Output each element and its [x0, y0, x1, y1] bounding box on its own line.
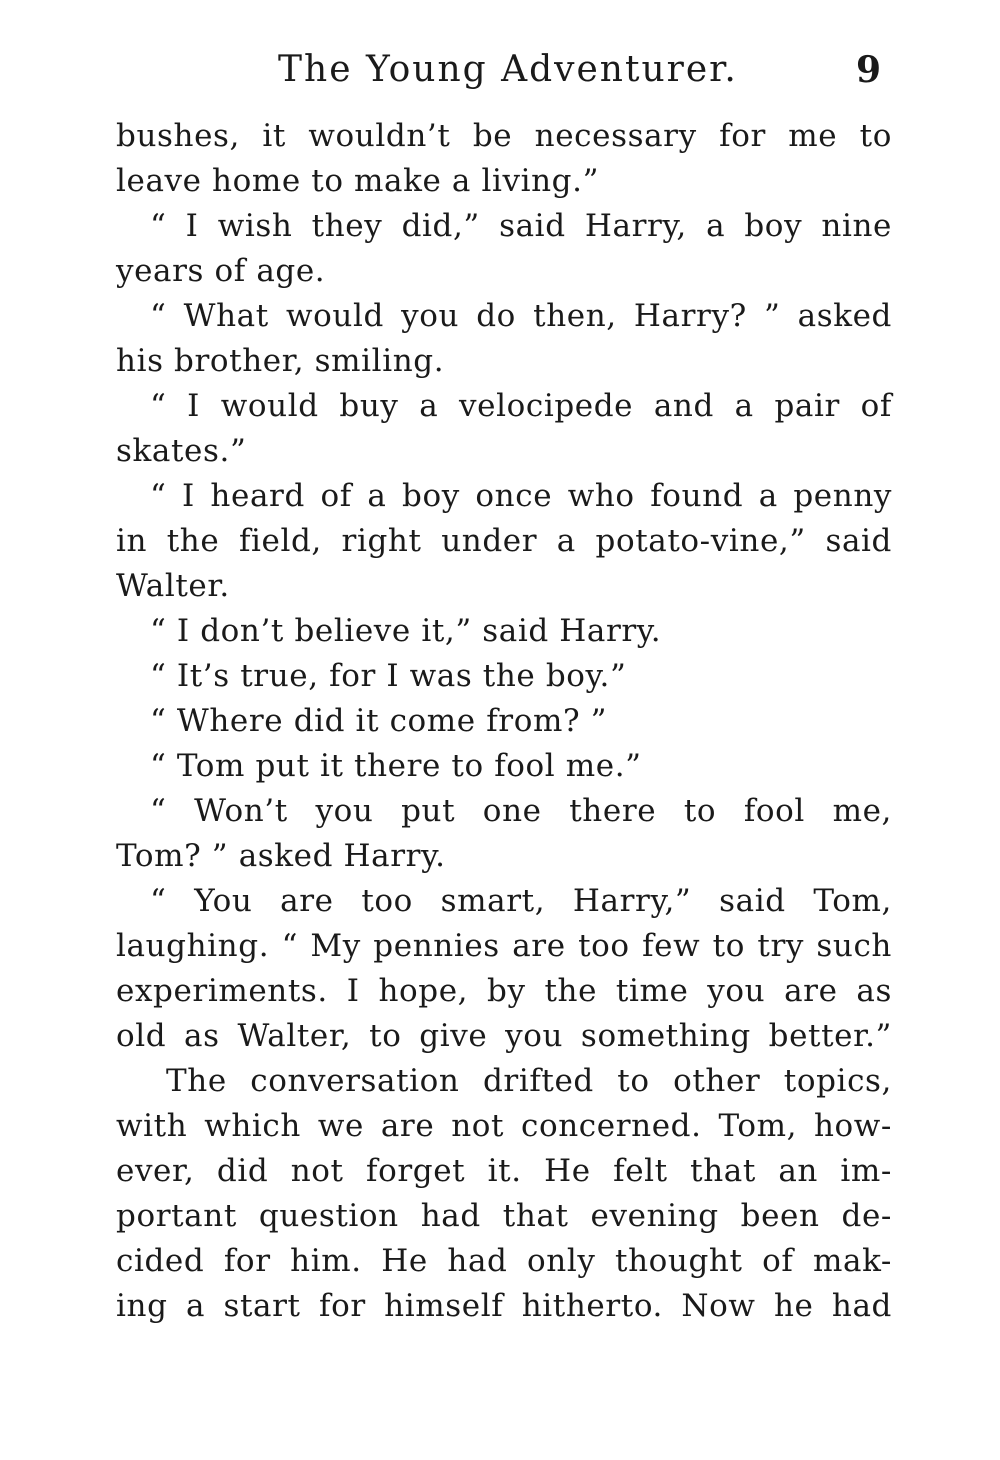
text-line: “ Tom put it there to fool me.” [150, 748, 642, 784]
text-line: with which we are not concerned. Tom, how- [116, 1108, 892, 1144]
text-line: “ You are too smart, Harry,” said Tom, [150, 883, 892, 919]
text-line: ever, did not forget it. He felt that an im- [116, 1153, 892, 1189]
text-line: “ Won’t you put one there to fool me, [150, 793, 892, 829]
text-line: his brother, smiling. [116, 343, 445, 379]
text-line: skates.” [116, 433, 247, 469]
body-text [116, 114, 892, 1329]
running-head [0, 44, 1000, 96]
text-line: ing a start for himself hitherto. Now he had [116, 1288, 892, 1324]
text-line: laughing. “ My pennies are too few to try such [116, 928, 892, 964]
text-line: “ It’s true, for I was the boy.” [150, 658, 627, 694]
text-line: “ I would buy a velocipede and a pair of [150, 388, 892, 424]
text-line: cided for him. He had only thought of mak- [116, 1243, 892, 1279]
text-line: old as Walter, to give you something better.” [116, 1018, 892, 1054]
text-line: in the field, right under a potato-vine,” said [116, 523, 892, 559]
text-line: “ What would you do then, Harry? ” asked [150, 298, 892, 334]
text-line: portant question had that evening been de- [116, 1198, 892, 1234]
running-title: The Young Adventurer. [278, 49, 738, 90]
text-line: “ I heard of a boy once who found a penny [150, 478, 892, 514]
text-line: Walter. [116, 568, 230, 604]
text-line: The conversation drifted to other topics, [166, 1063, 892, 1099]
text-line: “ Where did it come from? ” [150, 703, 608, 739]
text-line: experiments. I hope, by the time you are as [116, 973, 892, 1009]
page-number: 9 [856, 49, 882, 91]
text-line: bushes, it wouldn’t be necessary for me to [116, 118, 892, 154]
text-line: years of age. [116, 253, 326, 289]
text-line: “ I don’t believe it,” said Harry. [150, 613, 662, 649]
text-line: leave home to make a living.” [116, 163, 600, 199]
text-line: “ I wish they did,” said Harry, a boy nine [150, 208, 892, 244]
text-line: Tom? ” asked Harry. [116, 838, 446, 874]
